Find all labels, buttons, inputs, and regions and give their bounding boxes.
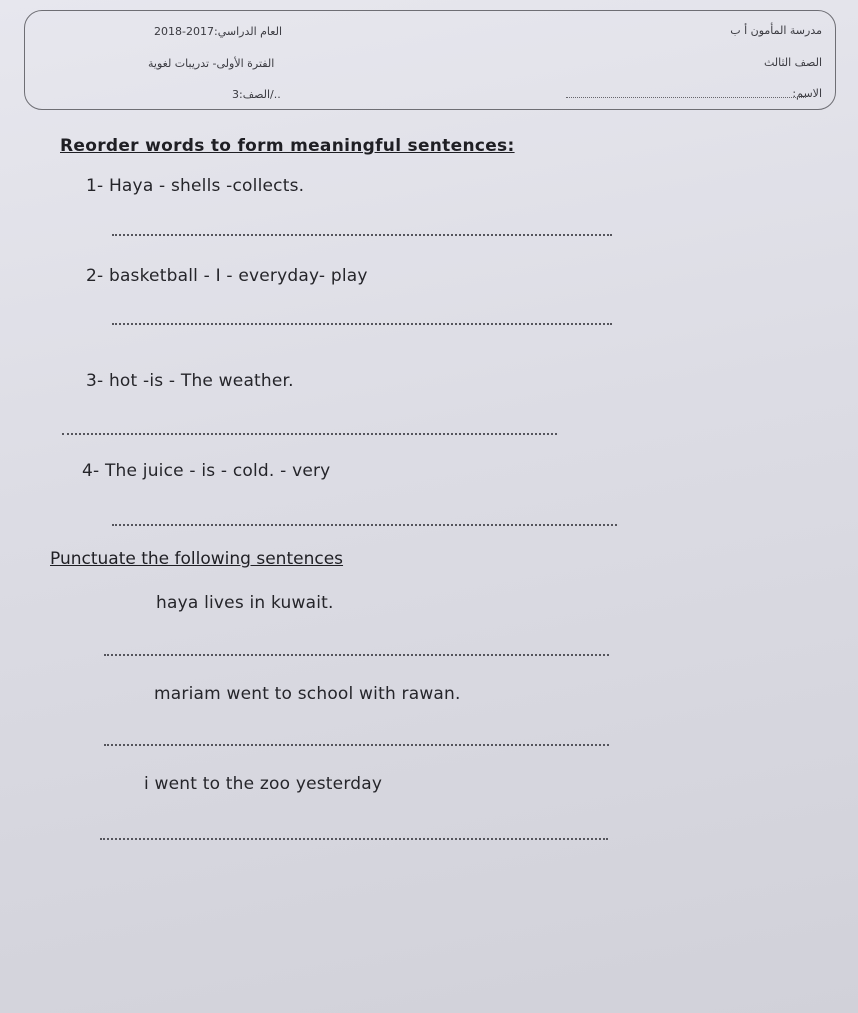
header-school: مدرسة المأمون أ ب (730, 24, 822, 37)
header-box (24, 10, 836, 110)
section1-title: Reorder words to form meaningful sentences: (60, 136, 515, 156)
reorder-item-4: 4- The juice - is - cold. - very (82, 461, 331, 481)
name-answer-line[interactable] (566, 97, 806, 98)
answer-line-7[interactable] (100, 838, 608, 840)
header-period: الفترة الأولى- تدريبات لغوية (148, 57, 275, 70)
punctuate-item-1: haya lives in kuwait. (156, 593, 334, 613)
punctuate-item-2: mariam went to school with rawan. (154, 684, 461, 704)
punctuate-item-3: i went to the zoo yesterday (144, 774, 383, 794)
header-name-label: الاسم: (792, 87, 822, 100)
answer-line-4[interactable] (112, 524, 617, 526)
reorder-item-1: 1- Haya - shells -collects. (86, 176, 305, 196)
header-class: الصف:3/.. (232, 88, 281, 101)
header-year: العام الدراسي:2017-2018 (154, 25, 282, 38)
answer-line-6[interactable] (104, 744, 609, 746)
reorder-item-3: 3- hot -is - The weather. (86, 371, 294, 391)
reorder-item-2: 2- basketball - I - everyday- play (86, 266, 368, 286)
answer-line-5[interactable] (104, 654, 609, 656)
section2-title: Punctuate the following sentences (50, 549, 344, 569)
answer-line-1[interactable] (112, 234, 612, 236)
answer-line-3[interactable] (62, 433, 557, 435)
answer-line-2[interactable] (112, 323, 612, 325)
header-grade: الصف الثالث (763, 56, 822, 69)
